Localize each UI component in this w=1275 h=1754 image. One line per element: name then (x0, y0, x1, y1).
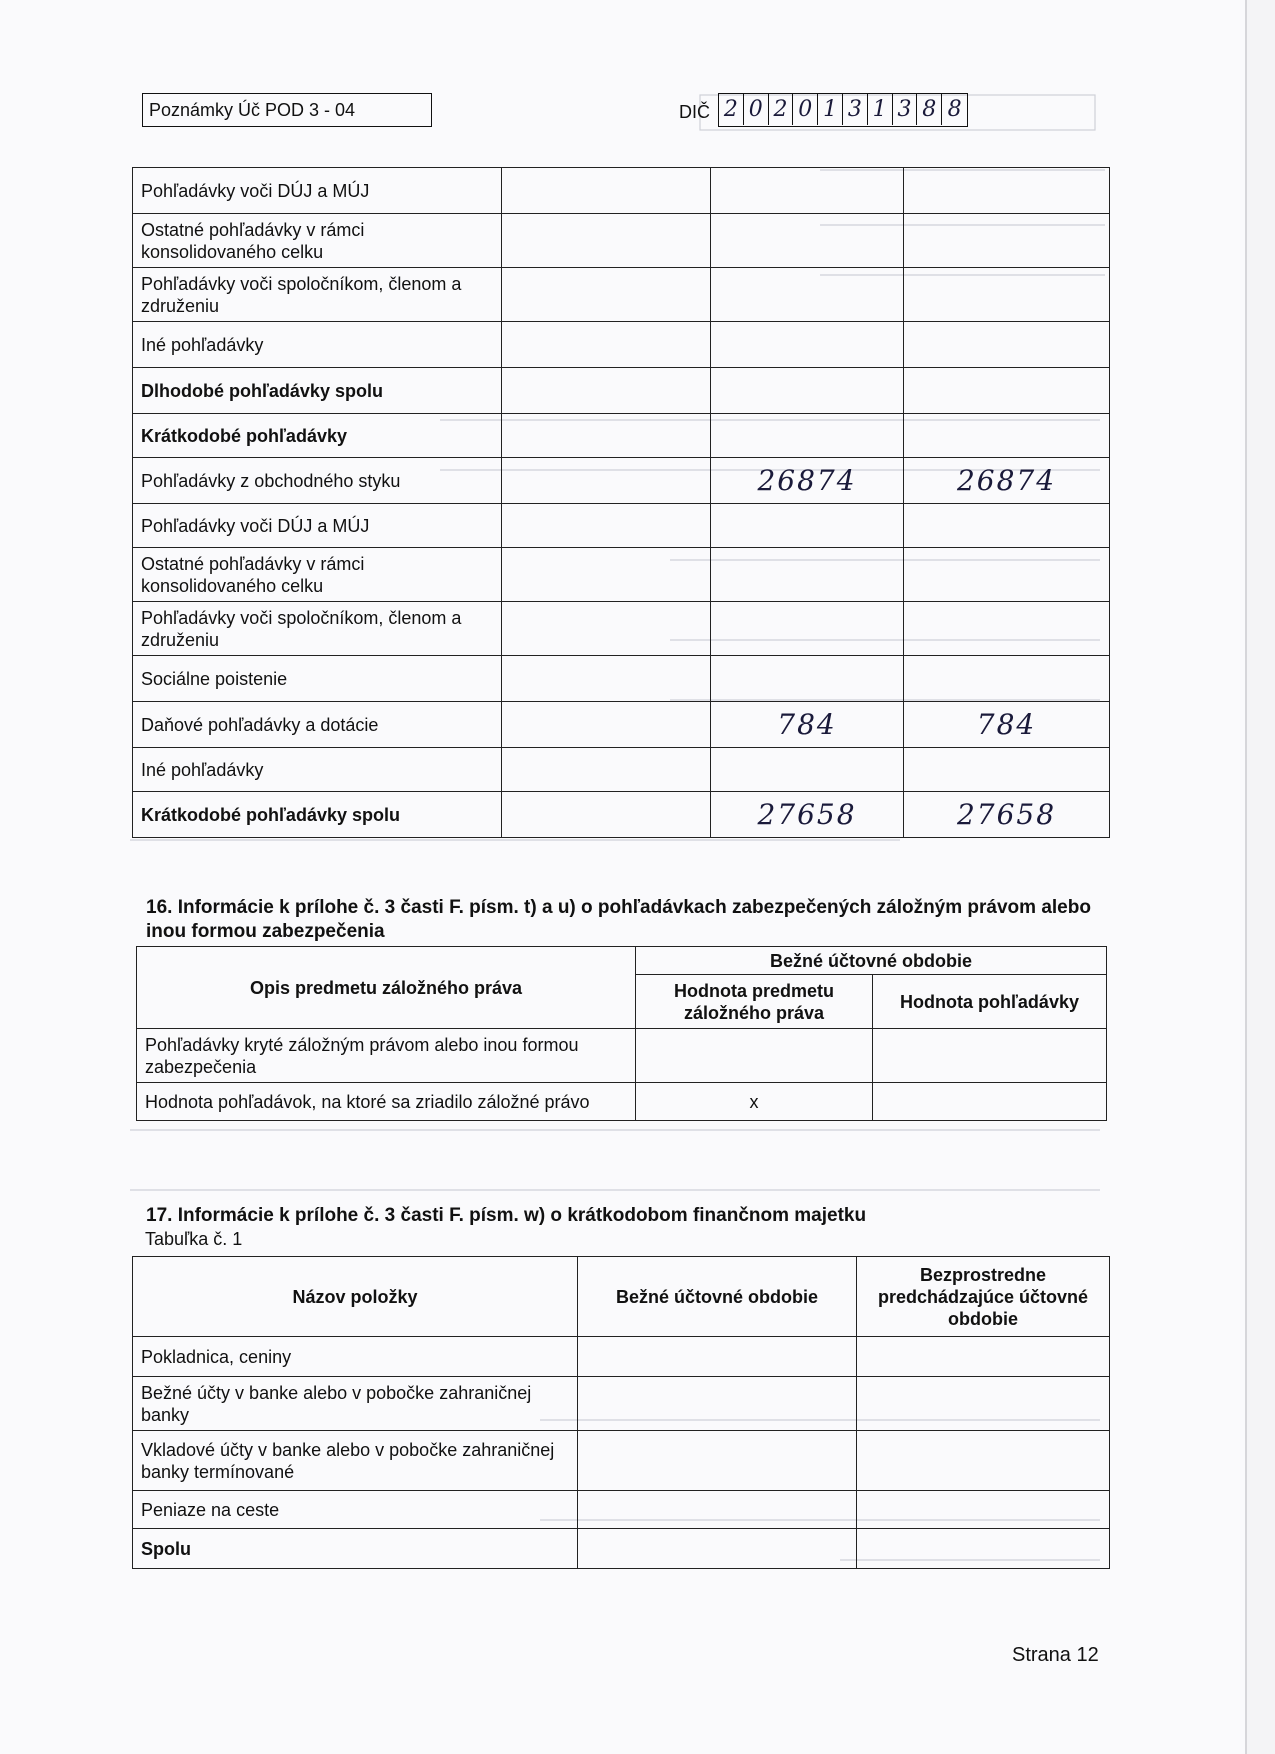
financial-assets-table (132, 1256, 1110, 1569)
col-pledge-description: Opis predmetu záložného práva (137, 947, 636, 1029)
row-label: Vkladové účty v banke alebo v pobočke zahraničnej banky termínované (133, 1431, 578, 1491)
table-row (133, 1377, 1110, 1431)
cell-value (502, 214, 711, 268)
table-row (137, 1029, 1107, 1083)
cell-value (904, 602, 1110, 656)
receivables-table (132, 167, 1110, 838)
row-label: Krátkodobé pohľadávky spolu (133, 792, 502, 838)
table-row (133, 1337, 1110, 1377)
cell-value (711, 268, 904, 322)
cell-value (904, 322, 1110, 368)
row-label: Hodnota pohľadávok, na ktoré sa zriadilo záložné právo (137, 1083, 636, 1121)
cell-value (502, 792, 711, 838)
table-row (133, 792, 1110, 838)
row-label: Pohľadávky voči DÚJ a MÚJ (133, 504, 502, 548)
dic-label: DIČ (679, 102, 710, 122)
dic-digit: 8 (917, 94, 942, 125)
cell-value: x (636, 1083, 873, 1121)
cell-value (502, 548, 711, 602)
cell-value (904, 656, 1110, 702)
row-label: Dlhodobé pohľadávky spolu (133, 368, 502, 414)
page-number: Strana 12 (1012, 1644, 1099, 1666)
dic-digit: 2 (719, 94, 744, 125)
cell-value (904, 548, 1110, 602)
dic-digit: 2 (769, 94, 794, 125)
cell-value (873, 1029, 1107, 1083)
cell-value (711, 168, 904, 214)
table-row (133, 368, 1110, 414)
row-label: Bežné účty v banke alebo v pobočke zahraničnej banky (133, 1377, 578, 1431)
row-label: Pohľadávky voči spoločníkom, členom a združeniu (133, 268, 502, 322)
row-label: Daňové pohľadávky a dotácie (133, 702, 502, 748)
row-label: Iné pohľadávky (133, 748, 502, 792)
dic-digit: 8 (947, 97, 962, 122)
cell-value: 26874 (904, 458, 1110, 504)
cell-value: 27658 (711, 792, 904, 838)
table-label: Tabuľka č. 1 (145, 1229, 243, 1249)
cell-value (502, 656, 711, 702)
section-16-text: Informácie k prílohe č. 3 časti F. písm. t) a u) o pohľadávkach zabezpečených záložným právom alebo inou formou zabezpečenia (146, 897, 1091, 942)
cell-value (578, 1377, 857, 1431)
cell-value (502, 168, 711, 214)
cell-value (502, 458, 711, 504)
table-row (133, 548, 1110, 602)
cell-value (904, 268, 1110, 322)
table-row (133, 504, 1110, 548)
row-label: Pokladnica, ceniny (133, 1337, 578, 1377)
table-row (133, 458, 1110, 504)
row-label: Iné pohľadávky (133, 322, 502, 368)
section-17-text: Informácie k prílohe č. 3 časti F. písm. w) o krátkodobom finančnom majetku (177, 1205, 867, 1226)
row-label: Pohľadávky z obchodného styku (133, 458, 502, 504)
cell-value (711, 504, 904, 548)
cell-value (502, 368, 711, 414)
cell-value (857, 1431, 1110, 1491)
cell-value: 26874 (711, 458, 904, 504)
dic-digit: 0 (793, 94, 818, 125)
document-code-box: Poznámky Úč POD 3 - 04 (142, 93, 432, 127)
section-16-number: 16. (146, 897, 173, 918)
row-label: Sociálne poistenie (133, 656, 502, 702)
cell-value (502, 504, 711, 548)
cell-value (502, 748, 711, 792)
cell-value (711, 748, 904, 792)
cell-value (904, 414, 1110, 458)
cell-value (711, 656, 904, 702)
row-label: Pohľadávky voči DÚJ a MÚJ (133, 168, 502, 214)
cell-value (857, 1337, 1110, 1377)
cell-value (904, 368, 1110, 414)
section-16-title (146, 896, 1106, 944)
cell-value (857, 1377, 1110, 1431)
col-item-name: Názov položky (133, 1257, 578, 1337)
dic-digit: 3 (893, 94, 918, 125)
table-row (133, 1431, 1110, 1491)
table-row (133, 168, 1110, 214)
pledge-table (136, 946, 1107, 1121)
cell-value (904, 168, 1110, 214)
cell-value (578, 1529, 857, 1569)
dic-digit: 0 (744, 94, 769, 125)
section-17-number: 17. (146, 1205, 173, 1226)
row-label: Spolu (133, 1529, 578, 1569)
cell-value (711, 602, 904, 656)
row-label: Krátkodobé pohľadávky (133, 414, 502, 458)
cell-value: 784 (904, 702, 1110, 748)
cell-value: 784 (711, 702, 904, 748)
cell-value (873, 1083, 1107, 1121)
cell-value (904, 504, 1110, 548)
row-label: Ostatné pohľadávky v rámci konsolidovaného celku (133, 548, 502, 602)
table-row (133, 1529, 1110, 1569)
cell-value (711, 548, 904, 602)
cell-value (711, 414, 904, 458)
cell-value (502, 414, 711, 458)
row-label: Pohľadávky kryté záložným právom alebo inou formou zabezpečenia (137, 1029, 636, 1083)
cell-value (502, 268, 711, 322)
cell-value (711, 322, 904, 368)
dic-digit: 1 (818, 94, 843, 125)
table-row (133, 656, 1110, 702)
dic-digit: 1 (868, 94, 893, 125)
table-row (133, 748, 1110, 792)
cell-value (857, 1529, 1110, 1569)
col-pledge-value: Hodnota predmetu záložného práva (636, 975, 873, 1029)
col-current-period: Bežné účtovné obdobie (636, 947, 1107, 975)
table-row (133, 1491, 1110, 1529)
cell-value: 27658 (904, 792, 1110, 838)
cell-value (578, 1491, 857, 1529)
col-current-period: Bežné účtovné obdobie (578, 1257, 857, 1337)
table-row (133, 268, 1110, 322)
table-row (133, 702, 1110, 748)
row-label: Pohľadávky voči spoločníkom, členom a združeniu (133, 602, 502, 656)
cell-value (502, 702, 711, 748)
cell-value (578, 1431, 857, 1491)
cell-value (711, 214, 904, 268)
dic-field (718, 93, 968, 127)
table-row (133, 602, 1110, 656)
row-label: Peniaze na ceste (133, 1491, 578, 1529)
dic-digit: 3 (843, 94, 868, 125)
table-row (137, 1083, 1107, 1121)
col-previous-period: Bezprostredne predchádzajúce účtovné obdobie (857, 1257, 1110, 1337)
table-row (133, 414, 1110, 458)
cell-value (904, 214, 1110, 268)
table-row (133, 214, 1110, 268)
cell-value (502, 602, 711, 656)
section-17-title (146, 1204, 1106, 1228)
cell-value (578, 1337, 857, 1377)
table-row (133, 322, 1110, 368)
cell-value (904, 748, 1110, 792)
cell-value (857, 1491, 1110, 1529)
col-receivable-value: Hodnota pohľadávky (873, 975, 1107, 1029)
cell-value (502, 322, 711, 368)
row-label: Ostatné pohľadávky v rámci konsolidovaného celku (133, 214, 502, 268)
cell-value (711, 368, 904, 414)
cell-value (636, 1029, 873, 1083)
